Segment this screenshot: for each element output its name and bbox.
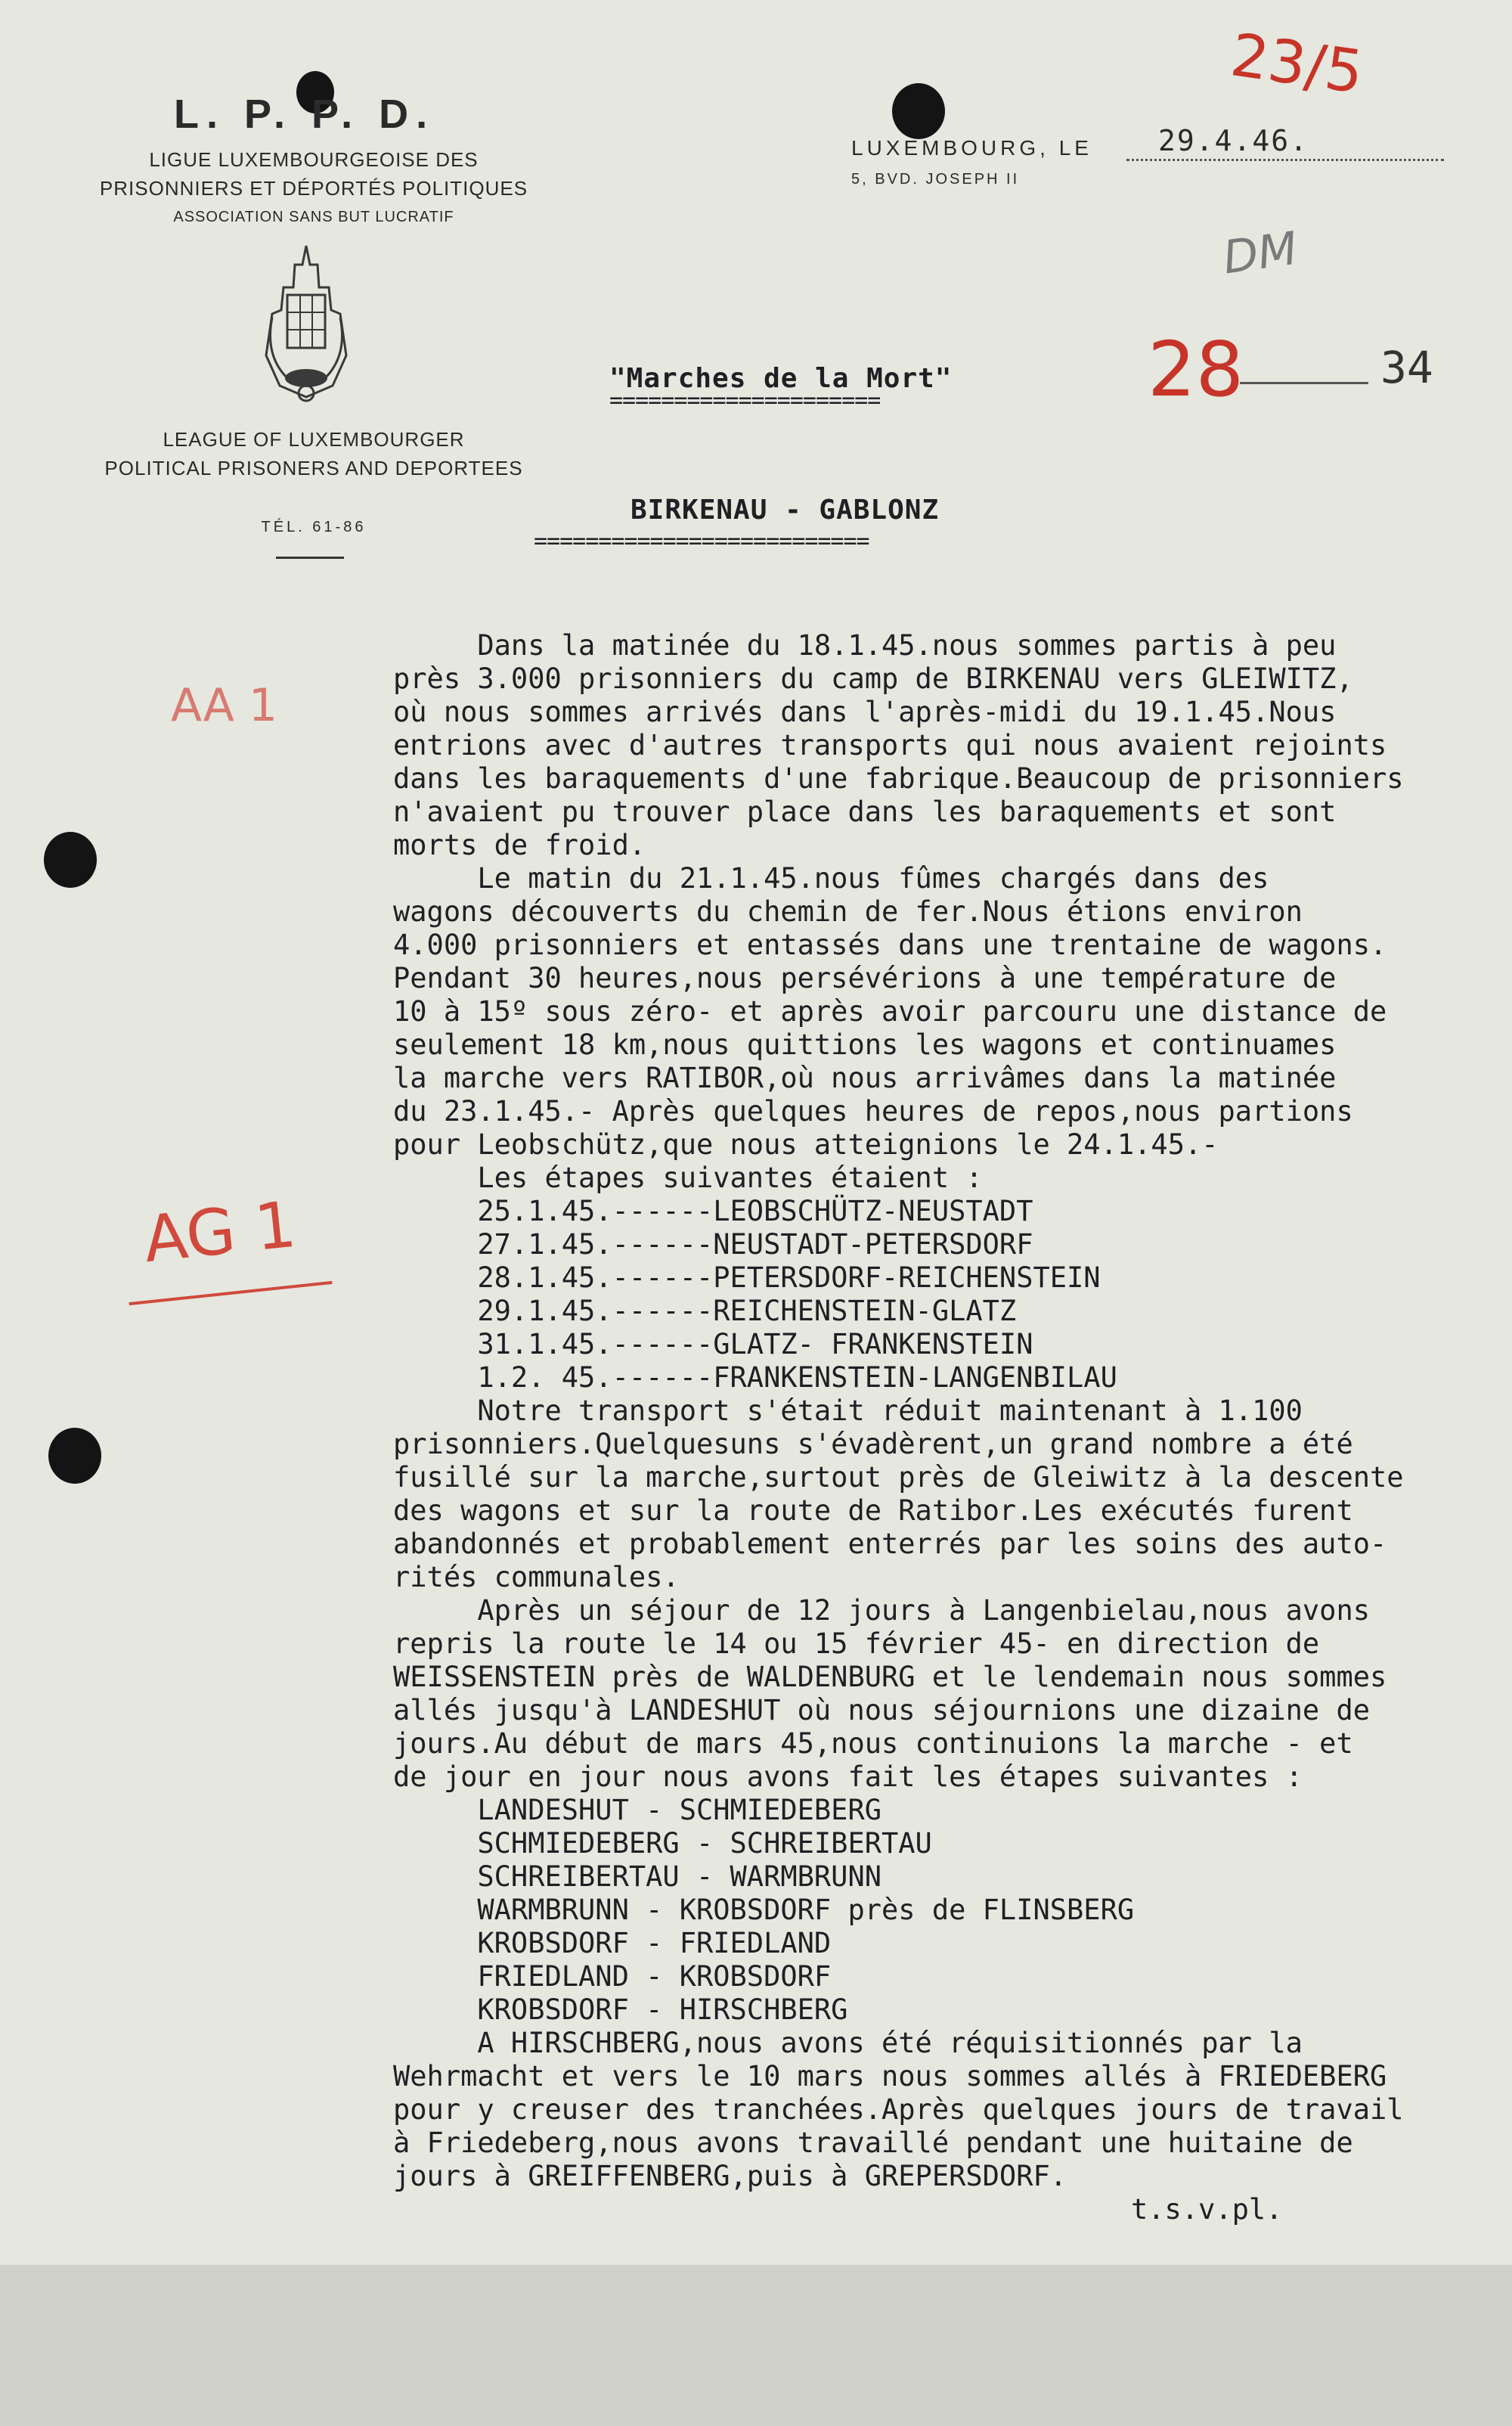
- body-line: à Friedeberg,nous avons travaillé pendant une huitaine de: [393, 2127, 1353, 2159]
- body-line: Wehrmacht et vers le 10 mars nous sommes allés à FRIEDEBERG: [393, 2060, 1387, 2093]
- letter-body: [393, 629, 1504, 2426]
- title-underline: =====================: [609, 387, 881, 414]
- body-line: Notre transport s'était réduit maintenant à 1.100: [393, 1394, 1303, 1427]
- route-heading: BIRKENAU - GABLONZ: [631, 495, 940, 526]
- body-line: 28.1.45.------PETERSDORF-REICHENSTEIN: [393, 1261, 1101, 1294]
- body-line: 10 à 15º sous zéro- et après avoir parcouru une distance de: [393, 995, 1387, 1028]
- body-line: A HIRSCHBERG,nous avons été réquisitionnés par la: [393, 2027, 1303, 2059]
- body-line: 29.1.45.------REICHENSTEIN-GLATZ: [393, 1295, 1017, 1327]
- body-line: KROBSDORF - FRIEDLAND: [393, 1927, 832, 1959]
- body-line: de jour en jour nous avons fait les étapes suivantes :: [393, 1761, 1303, 1793]
- body-line: FRIEDLAND - KROBSDORF: [393, 1960, 832, 1993]
- body-line: KROBSDORF - HIRSCHBERG: [393, 1993, 848, 2026]
- body-line: rités communales.: [393, 1561, 680, 1593]
- handwritten-margin-note-1: AA 1: [171, 679, 278, 732]
- body-line: morts de froid.: [393, 829, 646, 861]
- handwritten-initials-grey: DM: [1219, 222, 1301, 285]
- page-number: 34: [1380, 342, 1433, 393]
- margin-note-underline: [129, 1281, 333, 1305]
- body-line: jours à GREIFFENBERG,puis à GREPERSDORF.: [393, 2160, 1067, 2192]
- body-line: abandonnés et probablement enterrés par les soins des auto-: [393, 1528, 1387, 1560]
- body-line: 31.1.45.------GLATZ- FRANKENSTEIN: [393, 1328, 1033, 1360]
- place-label: LUXEMBOURG, LE: [851, 136, 1092, 160]
- handwritten-number-red: 28: [1148, 325, 1244, 414]
- body-line: seulement 18 km,nous quittions les wagons et continuames: [393, 1028, 1337, 1061]
- body-line: dans les baraquements d'une fabrique.Beaucoup de prisonniers: [393, 762, 1404, 795]
- letterhead-association: ASSOCIATION SANS BUT LUCRATIF: [173, 209, 454, 225]
- lpppd-emblem-icon: [257, 242, 355, 408]
- letterhead-divider: [276, 557, 344, 559]
- body-line: 4.000 prisonniers et entassés dans une trentaine de wagons.: [393, 929, 1387, 961]
- letter-date: 29.4.46.: [1158, 124, 1309, 157]
- body-line: 1.2. 45.------FRANKENSTEIN-LANGENBILAU: [393, 1361, 1117, 1394]
- date-dotted-line: [1126, 159, 1444, 161]
- body-line: jours.Au début de mars 45,nous continuions la marche - et: [393, 1727, 1353, 1760]
- body-line: wagons découverts du chemin de fer.Nous étions environ: [393, 895, 1303, 928]
- punch-hole-left: [44, 832, 97, 888]
- punch-hole-top: [892, 83, 945, 139]
- body-line: des wagons et sur la route de Ratibor.Les exécutés furent: [393, 1494, 1353, 1527]
- body-line: LANDESHUT - SCHMIEDEBERG: [393, 1794, 882, 1826]
- letterhead-name-fr-2: PRISONNIERS ET DÉPORTÉS POLITIQUES: [99, 177, 528, 200]
- body-line: SCHMIEDEBERG - SCHREIBERTAU: [393, 1827, 932, 1860]
- body-line: Dans la matinée du 18.1.45.nous sommes partis à peu: [393, 629, 1337, 662]
- body-line: Pendant 30 heures,nous persévérions à une température de: [393, 962, 1337, 994]
- letterhead-name-en-1: LEAGUE OF LUXEMBOURGER: [163, 428, 465, 451]
- body-line: SCHREIBERTAU - WARMBRUNN: [393, 1860, 882, 1893]
- body-line: du 23.1.45.- Après quelques heures de repos,nous partions: [393, 1095, 1353, 1128]
- body-line: Les étapes suivantes étaient :: [393, 1162, 983, 1194]
- body-line: 27.1.45.------NEUSTADT-PETERSDORF: [393, 1228, 1033, 1261]
- body-line: pour y creuser des tranchées.Après quelques jours de travail: [393, 2093, 1404, 2126]
- body-line: WARMBRUNN - KROBSDORF près de FLINSBERG: [393, 1894, 1135, 1926]
- body-line: n'avaient pu trouver place dans les baraquements et sont: [393, 796, 1337, 828]
- annotation-dash: [1240, 382, 1368, 384]
- body-line: WEISSENSTEIN près de WALDENBURG et le lendemain nous sommes: [393, 1661, 1387, 1693]
- letterhead-name-fr-1: LIGUE LUXEMBOURGEOISE DES: [149, 148, 479, 171]
- body-line: pour Leobschütz,que nous atteignions le 24.1.45.-: [393, 1128, 1219, 1161]
- continuation-note: t.s.v.pl.: [1131, 2193, 1283, 2226]
- body-line: Le matin du 21.1.45.nous fûmes chargés dans des: [393, 862, 1269, 895]
- body-line: près 3.000 prisonniers du camp de BIRKENAU vers GLEIWITZ,: [393, 662, 1353, 695]
- letterhead-name-en-2: POLITICAL PRISONERS AND DEPORTEES: [104, 457, 523, 479]
- body-line: prisonniers.Quelquesuns s'évadèrent,un grand nombre a été: [393, 1428, 1353, 1460]
- body-line: 25.1.45.------LEOBSCHÜTZ-NEUSTADT: [393, 1195, 1033, 1227]
- letterhead-telephone: TÉL. 61-86: [261, 519, 367, 535]
- letterhead-initials: L. P. P. D.: [174, 92, 435, 137]
- route-underline: ==========================: [534, 528, 869, 554]
- body-line: entrions avec d'autres transports qui nous avaient rejoints: [393, 729, 1387, 762]
- punch-hole-bottom: [48, 1428, 101, 1484]
- body-line: repris la route le 14 ou 15 février 45- en direction de: [393, 1627, 1320, 1660]
- handwritten-margin-note-2: AG 1: [140, 1187, 299, 1277]
- body-line: la marche vers RATIBOR,où nous arrivâmes dans la matinée: [393, 1062, 1337, 1094]
- address-line: 5, BVD. JOSEPH II: [851, 171, 1020, 188]
- handwritten-reference-red: 23/5: [1226, 21, 1368, 107]
- body-line: Après un séjour de 12 jours à Langenbielau,nous avons: [393, 1594, 1371, 1627]
- body-line: fusillé sur la marche,surtout près de Gleiwitz à la descente: [393, 1461, 1404, 1494]
- body-line: où nous sommes arrivés dans l'après-midi du 19.1.45.Nous: [393, 696, 1337, 728]
- title-heading: "Marches de la Mort": [609, 363, 953, 394]
- body-line: allés jusqu'à LANDESHUT où nous séjournions une dizaine de: [393, 1694, 1371, 1726]
